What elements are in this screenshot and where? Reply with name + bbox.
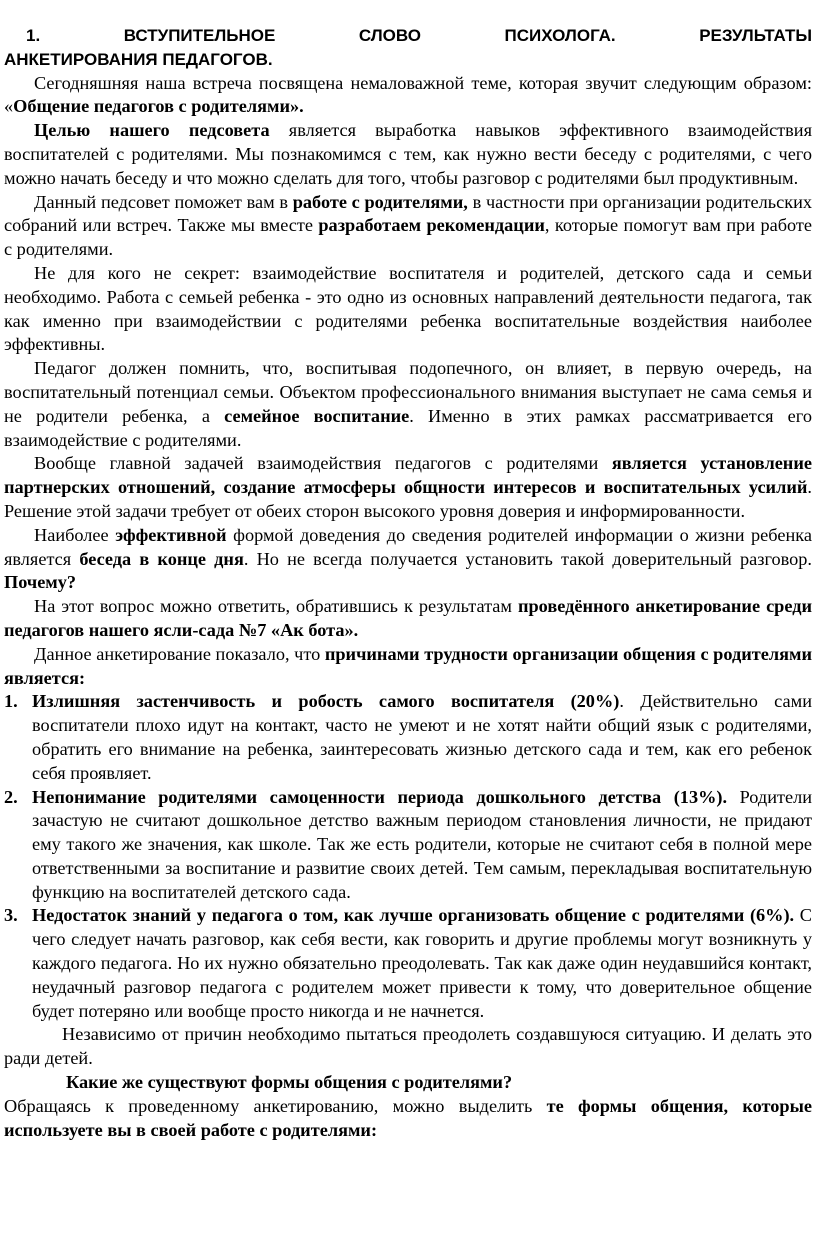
text-span: в частности при организации родительских собраний или встреч. Также мы вместе [4,191,812,236]
bold-span: те формы общения, которые используете вы в своей работе с родителями: [4,1095,812,1140]
paragraph-survey [4,595,812,643]
section-number: 1. [26,26,41,45]
list-item [4,690,812,785]
text-span: , которые помогут вам при работе с родителями. [4,215,813,260]
paragraph-interaction [4,262,812,357]
bold-span: эффективной [115,524,227,545]
paragraph-regardless [4,1023,812,1071]
bold-span: Почему? [4,572,77,593]
bold-span: разработаем рекомендации [318,215,545,236]
text-span: Данное анкетирование показало, что [34,643,325,664]
bold-span: Непонимание родителями самоценности периода дошкольного детства (13%). [32,786,728,807]
document-body [4,24,812,1142]
text-span: Сегодняшняя наша встреча посвящена немаловажной теме, которая звучит следующим образом: « [4,72,812,117]
bold-span: работе с родителями, [292,191,468,212]
paragraph-council [4,191,812,262]
list-number: 3. [4,905,18,926]
text-span: Вообще главной задачей взаимодействия педагогов с родителями [34,453,612,474]
paragraph-goal [4,119,812,190]
text-span: . Именно в этих рамках рассматривается его взаимодействие с родителями. [4,405,812,450]
text-span: Обращаясь к проведенному анкетированию, можно выделить [4,1095,547,1116]
text-span: . Действительно сами воспитатели плохо идут на контакт, часто не умеют и не хотят найти общий язык с родителями, обратить его внимание на ребенка, заинтересовать жизнью детского сада и тем, как его ребенок себя проявляет. [32,691,812,783]
reasons-list [4,690,812,1023]
subheading-forms [4,1071,812,1095]
text-span: . Но не всегда получается установить такой доверительный разговор. [243,548,812,569]
bold-span: Какие же существуют формы общения с родителями? [66,1072,513,1093]
bold-span: Целью нашего педсовета [34,120,270,141]
text-span: является выработка навыков эффективного взаимодействия воспитателей с родителями. Мы познакомимся с тем, как нужно вести беседу с родителями, с чего можно начать беседу и что можно сделать для того, чтобы разговор с родителями был продуктивным. [4,120,812,188]
text-span: Наиболее [34,524,116,545]
paragraph-teacher [4,357,812,452]
text-span: Данный педсовет поможет вам в [34,191,293,212]
text-span: Независимо от причин необходимо пытаться преодолеть создавшуюся ситуацию. И делать это ради детей. [4,1024,812,1069]
bold-span: причинами трудности организации общения с родителями является: [4,643,812,688]
bold-span: беседа в конце дня [79,548,244,569]
list-number: 2. [4,786,18,807]
paragraph-survey-result [4,643,812,691]
section-title-line-2: АНКЕТИРОВАНИЯ ПЕДАГОГОВ. [4,49,273,69]
section-title-line-1: ВСТУПИТЕЛЬНОЕ СЛОВО ПСИХОЛОГА. РЕЗУЛЬТАТЫ [123,26,813,45]
paragraph-main-task [4,452,812,523]
bold-span: проведённого анкетирование среди педагогов нашего ясли-сада №7 «Ак бота». [4,596,813,640]
paragraph-intro [4,72,812,120]
bold-span: Недостаток знаний у педагога о том, как лучше организовать общение с родителями (6%). [32,905,795,926]
text-span: формой доведения до сведения родителей информации о жизни ребенка является [4,524,812,569]
list-item [4,786,812,905]
bold-span: Общение педагогов с родителями». [13,96,304,117]
list-item [4,904,812,1023]
text-span: Родители зачастую не считают дошкольное детство важным периодом становления личности, не придают ему такого же значения, как школе. Так же есть родители, которые не считают себя в полной мере ответственными за воспитание и развитие своих детей. Тем самым, перекладывая воспитательную функцию на воспитателей детского сада. [32,786,812,902]
text-span: На этот вопрос можно ответить, обратившись к результатам [34,596,518,617]
text-span: Не для кого не секрет: взаимодействие воспитателя и родителей, детского сада и семьи необходимо. Работа с семьей ребенка - это одно из основных направлений деятельности педагога, так как именно при взаимодействии с родителями ребенка воспитательные воздействия наиболее эффективны. [4,262,812,355]
paragraph-forms [4,1095,812,1143]
list-number: 1. [4,691,18,712]
section-title [4,24,812,48]
bold-span: Излишняя застенчивость и робость самого воспитателя (20%) [32,691,620,712]
bold-span: является установление партнерских отношений, создание атмосферы общности интересов и воспитательных усилий [4,453,812,498]
text-span: С чего следует начать разговор, как себя вести, как говорить и другие проблемы могут возникнуть у каждого педагога. Но их нужно обязательно преодолевать. Так как даже один неудавшийся контакт, неудачный разговор педагога с родителем может привести к тому, что доверительное общение будет потеряно или вообще просто никогда и не начнется. [32,905,812,1021]
paragraph-effective-form [4,524,812,595]
text-span: Педагог должен помнить, что, воспитывая подопечного, он влияет, в первую очередь, на воспитательный потенциал семьи. Объектом профессионального внимания выступает не сама семья и не родители ребенка, а [4,358,812,426]
bold-span: семейное воспитание [224,405,410,426]
text-span: . Решение этой задачи требует от обеих сторон высокого уровня доверия и информированности. [4,477,812,521]
